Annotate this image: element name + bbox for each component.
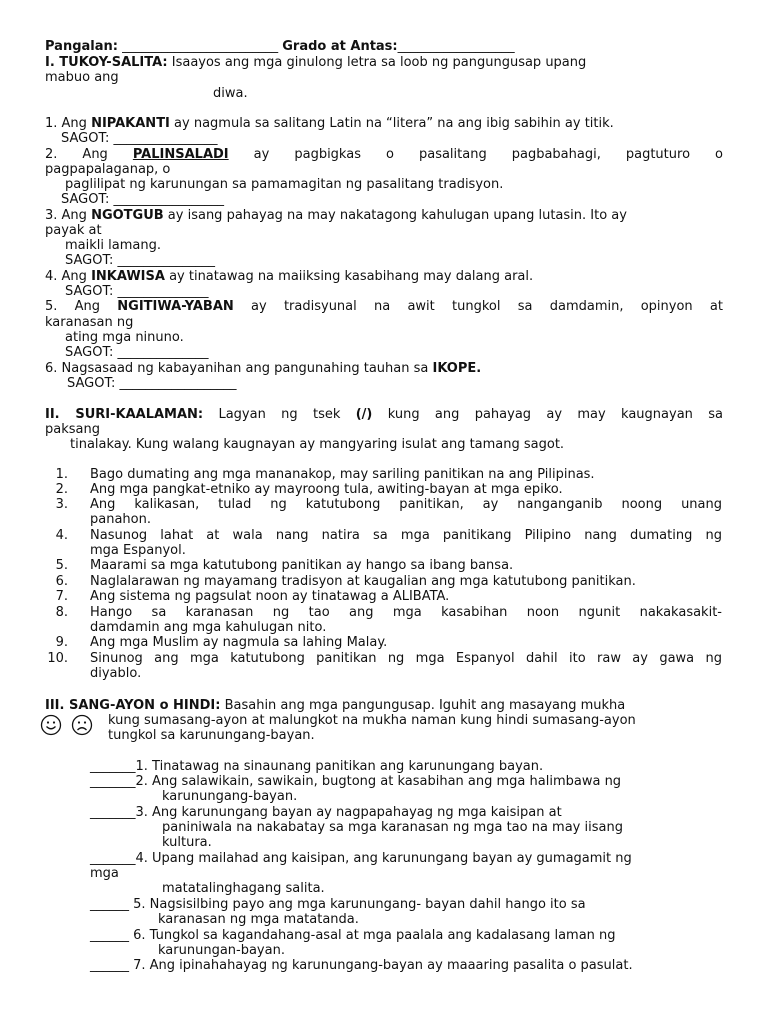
p3-item-cont: matatalinghagang salita. — [162, 881, 325, 896]
part3-instruction-end: tungkol sa karunungang-bayan. — [108, 728, 315, 743]
p2-item-text: Ang sistema ng pagsulat noon ay tinatawag a ALIBATA. — [90, 589, 450, 604]
p2-item-number: 2. — [55, 482, 68, 497]
p1-answer-5[interactable]: SAGOT: ______________ — [65, 345, 209, 360]
p1-item-3-cont: payak at — [45, 223, 102, 238]
p2-item-number: 1. — [55, 467, 68, 482]
part2-instruction-end: tinalakay. Kung walang kaugnayan ay mangyaring isulat ang tamang sagot. — [70, 437, 565, 452]
p3-item-cont: karunungang-bayan. — [162, 789, 298, 804]
p1-answer-4[interactable]: SAGOT: ______________ — [65, 284, 209, 299]
part1-instruction-cont: mabuo ang — [45, 70, 119, 85]
part1-instruction: I. TUKOY-SALITA: Isaayos ang mga ginulong letra sa loob ng pangungusap upang — [45, 55, 587, 70]
p1-item-3-cont2: maikli lamang. — [65, 238, 161, 253]
p3-item-cont: paniniwala na nakabatay sa mga karanasan ng mga tao na may iisang — [162, 820, 623, 835]
p1-answer-1[interactable]: SAGOT: ________________ — [61, 131, 218, 146]
p2-item-text: Hango sa karanasan ng tao ang mga kasabihan noon ngunit nakakasakit- — [90, 605, 722, 620]
name-label: Pangalan: — [45, 39, 118, 54]
p1-item-5-cont: karanasan ng — [45, 315, 134, 330]
p3-item[interactable]: ______ 5. Nagsisilbing payo ang mga karunungang- bayan dahil hango ito sa — [90, 897, 586, 912]
p1-answer-2[interactable]: SAGOT: _________________ — [61, 192, 224, 207]
p2-item-text: Naglalarawan ng mayamang tradisyon at kaugalian ang mga katutubong panitikan. — [90, 574, 636, 589]
p3-item-cont: kultura. — [162, 835, 212, 850]
grade-blank[interactable]: __________________ — [397, 39, 515, 54]
p3-item[interactable]: _______3. Ang karunungang bayan ay nagpapahayag ng mga kaisipan at — [90, 805, 562, 820]
p1-item-3: 3. Ang NGOTGUB ay isang pahayag na may nakatagong kahulugan upang lutasin. Ito ay — [45, 208, 627, 223]
part3-title: III. SANG-AYON o HINDI: — [45, 698, 221, 713]
name-blank[interactable]: ________________________ — [122, 39, 279, 54]
p2-item-text-cont: mga Espanyol. — [90, 543, 186, 558]
p3-item[interactable]: ______ 7. Ang ipinahahayag ng karunungang-bayan ay maaaring pasalita o pasulat. — [90, 958, 633, 973]
p2-item-text: Maarami sa mga katutubong panitikan ay hango sa ibang bansa. — [90, 558, 514, 573]
part1-instruction-end: diwa. — [213, 86, 248, 101]
p3-item-cont: mga — [90, 866, 119, 881]
p1-item-1: 1. Ang NIPAKANTI ay nagmula sa salitang Latin na “litera” na ang ibig sabihin ay titik. — [45, 116, 614, 131]
p2-item-text-cont: damdamin ang mga kahulugan nito. — [90, 620, 327, 635]
part1-title: I. TUKOY-SALITA: — [45, 55, 168, 70]
p2-item-text-cont: diyablo. — [90, 666, 142, 681]
part2-instruction-cont: paksang — [45, 422, 100, 437]
p2-item-text: Sinunog ang mga katutubong panitikan ng mga Espanyol dahil ito raw ay gawa ng — [90, 651, 722, 666]
p2-item-number: 7. — [55, 589, 68, 604]
p2-item-text: Ang kalikasan, tulad ng katutubong panitikan, ay nanganganib noong unang — [90, 497, 722, 512]
part2-title: II. SURI-KAALAMAN: — [45, 407, 204, 422]
name-grade-line — [45, 39, 723, 54]
p1-item-2-cont2: paglilipat ng karunungan sa pamamagitan ng pasalitang tradisyon. — [65, 177, 504, 192]
p3-item-cont: karanasan ng mga matatanda. — [158, 912, 359, 927]
p1-item-6: 6. Nagsasaad ng kabayanihan ang pangunahing tauhan sa IKOPE. — [45, 361, 482, 376]
p2-item-number: 10. — [47, 651, 68, 666]
p2-item-number: 3. — [55, 497, 68, 512]
sad-face-icon — [71, 714, 91, 734]
p1-answer-6[interactable]: SAGOT: __________________ — [67, 376, 237, 391]
p1-item-2: 2. Ang PALINSALADI ay pagbigkas o pasalitang pagbabahagi, pagtuturo o — [45, 147, 723, 162]
grade-label: Grado at Antas: — [282, 39, 398, 54]
p2-item-number: 6. — [55, 574, 68, 589]
p1-item-4: 4. Ang INKAWISA ay tinatawag na maiiksing kasabihang may dalang aral. — [45, 269, 534, 284]
part2-instruction: II. SURI-KAALAMAN: Lagyan ng tsek (/) kung ang pahayag ay may kaugnayan sa — [45, 407, 723, 422]
p1-item-2-cont: pagpapalaganap, o — [45, 162, 171, 177]
p3-item[interactable]: _______4. Upang mailahad ang kaisipan, ang karunungang bayan ay gumagamit ng — [90, 851, 632, 866]
p2-item-number: 9. — [55, 635, 68, 650]
p2-item-text: Ang mga pangkat-etniko ay mayroong tula, awiting-bayan at mga epiko. — [90, 482, 563, 497]
p2-item-number: 4. — [55, 528, 68, 543]
p2-item-text: Nasunog lahat at wala nang natira sa mga panitikang Pilipino nang dumating ng — [90, 528, 722, 543]
p2-item-text: Bago dumating ang mga mananakop, may sariling panitikan na ang Pilipinas. — [90, 467, 595, 482]
p2-item-text: Ang mga Muslim ay nagmula sa lahing Malay. — [90, 635, 388, 650]
happy-face-icon — [40, 714, 60, 734]
p1-item-5-cont2: ating mga ninuno. — [65, 330, 184, 345]
p2-item-text-cont: panahon. — [90, 512, 151, 527]
p1-answer-3[interactable]: SAGOT: _______________ — [65, 253, 215, 268]
p1-item-5: 5. Ang NGITIWA-YABAN ay tradisyunal na awit tungkol sa damdamin, opinyon at — [45, 299, 723, 314]
p2-item-number: 5. — [55, 558, 68, 573]
p3-item-cont: karunungan-bayan. — [158, 943, 285, 958]
part3-instruction: III. SANG-AYON o HINDI: Basahin ang mga pangungusap. Iguhit ang masayang mukha — [45, 698, 626, 713]
part3-instruction-cont: kung sumasang-ayon at malungkot na mukha naman kung hindi sumasang-ayon — [108, 713, 636, 728]
p3-item[interactable]: ______ 6. Tungkol sa kagandahang-asal at mga paalala ang kadalasang laman ng — [90, 928, 616, 943]
p3-item[interactable]: _______1. Tinatawag na sinaunang panitikan ang karunungang bayan. — [90, 759, 544, 774]
p3-item[interactable]: _______2. Ang salawikain, sawikain, bugtong at kasabihan ang mga halimbawa ng — [90, 774, 622, 789]
p2-item-number: 8. — [55, 605, 68, 620]
